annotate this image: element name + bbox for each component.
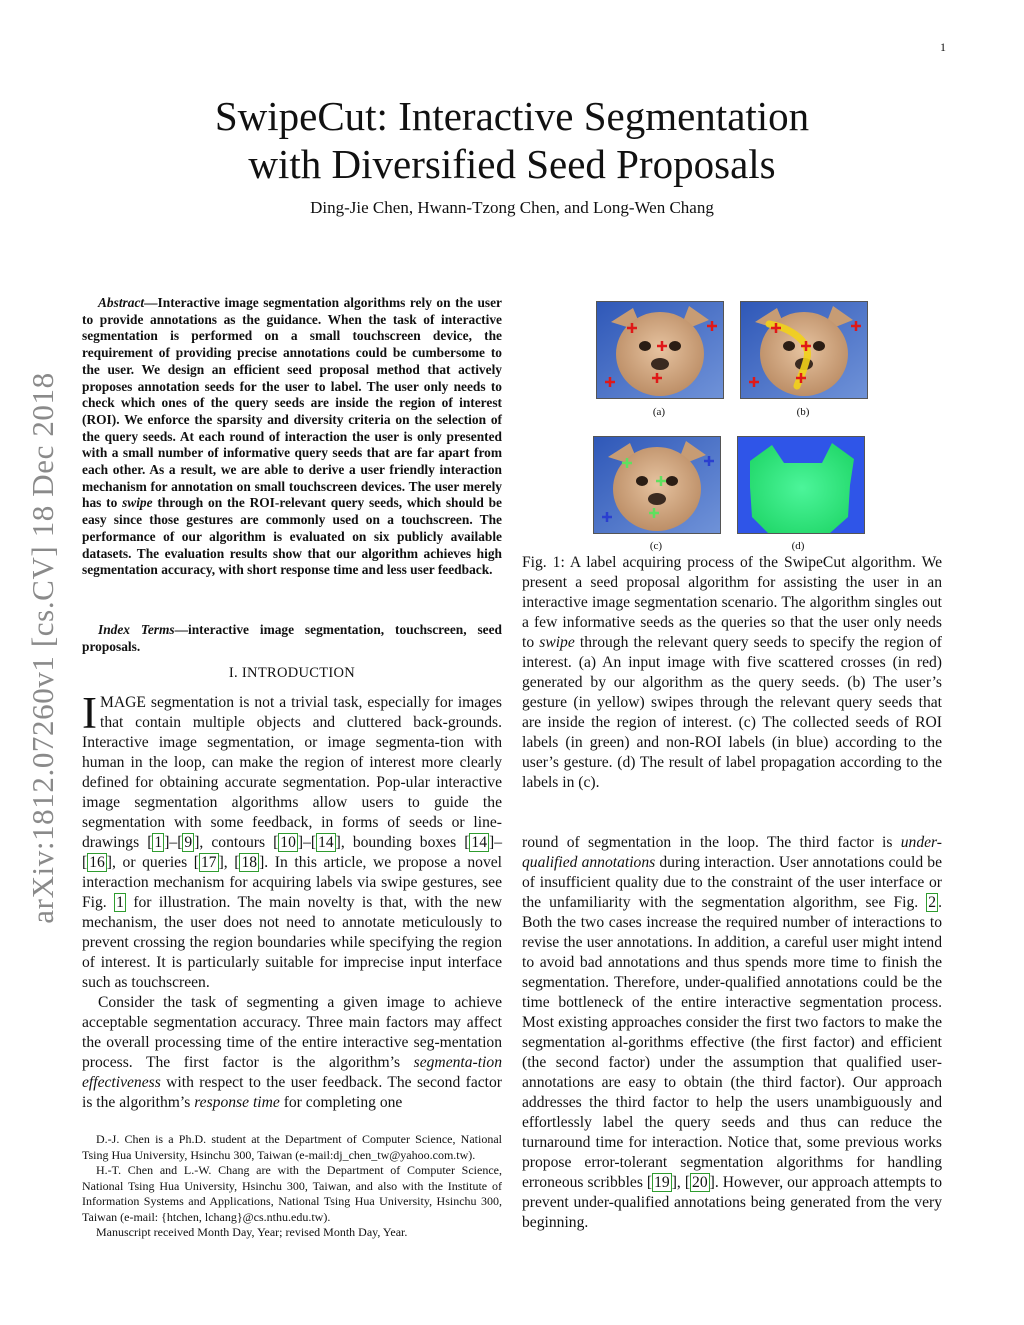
intro-text-d: , or queries: [112, 854, 194, 871]
abstract-swipe: swipe: [122, 495, 153, 511]
drop-cap: I: [82, 688, 97, 738]
section-numeral: I.: [228, 665, 242, 681]
dog-image-with-swipe: [741, 302, 867, 398]
section-heading: [82, 665, 502, 682]
figure-1d-image: [737, 436, 865, 534]
figure-link[interactable]: 2: [928, 894, 937, 911]
right-column-body: round of segmentation in the loop. The third factor is under-qualified annotations during interaction. User annotations could be of insufficient quality due to the constraint of the user interface or the unfamiliarity with the segmentation algorithm, see Fig. 2 . Both the two cases increase the required number of interactions to revise the user annotations. In addition, a careful user might intend to avoid bad annotations and thus spends more time to finish the segmentation. Therefore, under-qualified annotations could be the time bottleneck of the entire interactive segmentation process. Most existing approaches consider the first two factors to make the segmentation al-gorithms effective (the first factor) and efficient (the second factor) under the assumption that qualified user-annotations are easy to obtain (the third factor). Our approach addresses the third factor to help the users unambiguously and effortlessly label the query seeds and thus can reduce the turnaround time for interaction. Notice that, some previous works propose error-tolerant segmentation algorithms for handling erroneous scribbles [ 19 ], [ 20 ]. However, our approach attempts to prevent under-qualified annotations being generated from the very beginning.: [522, 834, 943, 1231]
abstract-label: Abstract: [98, 295, 145, 310]
index-terms-text: —interactive image segmentation, touchscreen, seed proposals.: [82, 622, 502, 654]
citation-link[interactable]: 20: [692, 1174, 708, 1191]
intro-p2-c: for completing one: [279, 1094, 403, 1111]
citation-link[interactable]: 17: [200, 854, 217, 871]
citation-link[interactable]: 19: [654, 1174, 670, 1191]
citation-link[interactable]: 16: [89, 854, 105, 871]
citation-link[interactable]: 14: [471, 834, 487, 851]
abstract: [82, 295, 502, 579]
citation-link[interactable]: 9: [184, 834, 193, 851]
citation-link[interactable]: 1: [154, 834, 163, 851]
subfigure-b-label: (b): [796, 406, 810, 418]
subfigure-c-label: (c): [649, 540, 663, 552]
intro-text-c: , bounding boxes: [340, 834, 465, 851]
footnotes: [82, 1132, 502, 1241]
figure-link[interactable]: 1: [116, 894, 124, 911]
footnote-2: H.-T. Chen and L.-W. Chang are with the Department of Computer Science, National Tsing Hua University, Hsinchu 300, Taiwan, and also with the Institute of Information Systems and Applications, National Tsing Hua University, Hsinchu 300, Taiwan (e-mail: {htchen, lchang}@cs.nthu.edu.tw).: [82, 1163, 502, 1224]
caption-text-b: through the relevant query seeds to specify the region of interest. (a) An input image with five scattered crosses (in red) generated by our algorithm as the query seeds. (b) The user’s gesture (in yellow) swipes through the relevant query seeds that are inside the region of interest. (c) The collected seeds of ROI labels (in green) and non-ROI labels (in blue) according to the user’s gesture. (d) The result of label propagation according to the labels in (c).: [522, 634, 943, 791]
dog-image-with-labeled-seeds: [594, 437, 720, 533]
citation-link[interactable]: 18: [241, 854, 258, 871]
introduction-body: [82, 688, 502, 1113]
paper-title: [0, 92, 1024, 188]
intro-text-a: MAGE segmentation is not a trivial task, especially for images that contain multiple objects and cluttered back-grounds. Interactive image segmentation, or image segmenta-tion with human in the loop, can make the region of interest more clearly defined for obtaining accurate segmentation. Pop-ular interactive image segmentation algorithms allow users to guide the segmentation with some feedback, in forms of seeds or line-drawings: [82, 694, 502, 851]
right-text-b: during interaction. User annotations could be of insufficient quality due to the constraint of the user interface or the unfamiliarity with the segmentation algorithm, see Fig.: [522, 854, 942, 911]
page-number: 1: [940, 40, 946, 54]
right-em: under-qualified annotations: [522, 834, 942, 871]
author-list: Ding-Jie Chen, Hwann-Tzong Chen, and Long-Wen Chang: [310, 198, 714, 217]
index-terms: [82, 622, 502, 655]
segmentation-result: [738, 437, 864, 533]
right-text-a: round of segmentation in the loop. The third factor is: [522, 834, 901, 851]
title-line-2: with Diversified Seed Proposals: [248, 141, 776, 187]
intro-paragraph-1: IMAGE segmentation is not a trivial task, especially for images that contain multiple objects and cluttered back-grounds. Interactive image segmentation, or image segmenta-tion with human in the loop, can make the region of interest more clearly defined for obtaining accurate segmentation. Pop-ular interactive image segmentation algorithms allow users to guide the segmentation with some feedback, in forms of seeds or line-drawings [ 1 ]–[ 9 ], contours [ 10 ]–[ 14 ], bounding boxes [ 14 ]–[ 16 ], or queries [ 17 ], [ 18 ]. In this article, we propose a novel interaction mechanism for acquiring labels via swipe gestures, see Fig. 1 for illustration. The main novelty is that, with the new mechanism, the user does not need to annotate meticulously to prevent crossing the region boundaries while specifying the region of interest. It is particularly suitable for imprecise input interface such as touchscreen.: [82, 688, 502, 991]
figure-1b-image: [740, 301, 868, 399]
caption-text-a: Fig. 1: A label acquiring process of the SwipeCut algorithm. We present a seed proposal algorithm for assisting the user in an interactive image segmentation scenario. The algorithm singles out a few informative seeds as the queries so that the user only needs to: [522, 554, 942, 651]
intro-text-b: , contours: [199, 834, 274, 851]
caption-em: swipe: [539, 634, 575, 651]
intro-text-e: . In this article, we propose a novel interaction mechanism for acquiring labels via swipe gestures, see Fig.: [82, 854, 502, 911]
footnote-3: Manuscript received Month Day, Year; revised Month Day, Year.: [96, 1225, 408, 1239]
intro-text-f: for illustration. The main novelty is that, with the new mechanism, the user does not need to annotate meticulously to prevent crossing the region boundaries while specifying the region of interest. It is particularly suitable for imprecise input interface such as touchscreen.: [82, 894, 502, 991]
intro-p2-em1: segmenta-tion effectiveness: [82, 1054, 502, 1091]
section-rest: NTRODUCTION: [247, 665, 356, 681]
figure-1-caption: [522, 553, 942, 793]
abstract-text: —Interactive image segmentation algorithms rely on the user to provide annotations as the guidance. When the task of interactive segmentation is performed on a small touchscreen device, the requirement of providing precise annotations could be cumbersome to the user. We design an efficient seed proposal method that actively proposes annotation seeds for the user to label. The user only needs to check which ones of the query seeds are inside the region of interest (ROI). We enforce the sparsity and diversity criteria on the selection of the query seeds. At each round of interaction the user is only presented with a small number of informative query seeds that are far apart from each other. As a result, we are able to derive a user friendly interaction mechanism for annotation on small touchscreen devices. The user merely has to: [82, 295, 502, 511]
figure-1c-image: [593, 436, 721, 534]
intro-p2-em2: response time: [194, 1094, 280, 1111]
right-text-c: . Both the two cases increase the required number of interactions to revise the user annotations. In addition, a careful user might intend to avoid bad annotations and thus spends more time to finish the segmentation. Therefore, under-qualified annotations could be the time bottleneck of the entire interactive segmentation process. Most existing approaches consider the first two factors to make the segmentation al-gorithms effective (the first factor) and efficient (the second factor) under the assumption that qualified user-annotations are easy to obtain (the third factor). Our approach addresses the third factor to help the users unambiguously and effortlessly label the query seeds and thus can reduce the turnaround time for interaction. Notice that, some previous works propose error-tolerant segmentation algorithms for handling erroneous scribbles: [522, 894, 942, 1191]
index-terms-label: Index Terms: [98, 622, 175, 637]
section-first-letter: I: [241, 665, 248, 681]
citation-link[interactable]: 10: [280, 834, 296, 851]
abstract-text-end: through on the ROI-relevant query seeds, which should be easy since those gestures are commonly used on a touchscreen. The performance of our algorithm is evaluated on six publicly available datasets. The evaluation results show that our algorithm achieves high segmentation accuracy, with short response time and less user feedback.: [82, 495, 502, 578]
citation-separator: ,: [676, 1174, 685, 1191]
title-line-1: SwipeCut: Interactive Segmentation: [214, 93, 810, 139]
intro-paragraph-2: [82, 993, 502, 1113]
dog-image-with-red-seeds: [597, 302, 723, 398]
intro-p2-a: Consider the task of segmenting a given image to achieve acceptable segmentation accuracy. Three main factors may affect the overall processing time of the entire interactive seg-mentation process. The first factor is the algorithm’s: [82, 994, 502, 1071]
footnote-1: D.-J. Chen is a Ph.D. student at the Department of Computer Science, National Tsing Hua University, Hsinchu 300, Taiwan (e-mail:dj_chen_tw@yahoo.com.tw).: [82, 1132, 502, 1162]
arxiv-id-text: arXiv:1812.07260v1 [cs.CV] 18 Dec 2018: [25, 372, 60, 924]
subfigure-d-label: (d): [791, 540, 805, 552]
arxiv-identifier: [18, 348, 68, 948]
right-text-d: . However, our approach attempts to prevent under-qualified annotations being generated from the very beginning.: [522, 1174, 943, 1231]
subfigure-a-label: (a): [652, 406, 666, 418]
intro-p2-b: with respect to the user feedback. The second factor is the algorithm’s: [82, 1074, 502, 1111]
figure-1a-image: [596, 301, 724, 399]
citation-link[interactable]: 14: [318, 834, 334, 851]
